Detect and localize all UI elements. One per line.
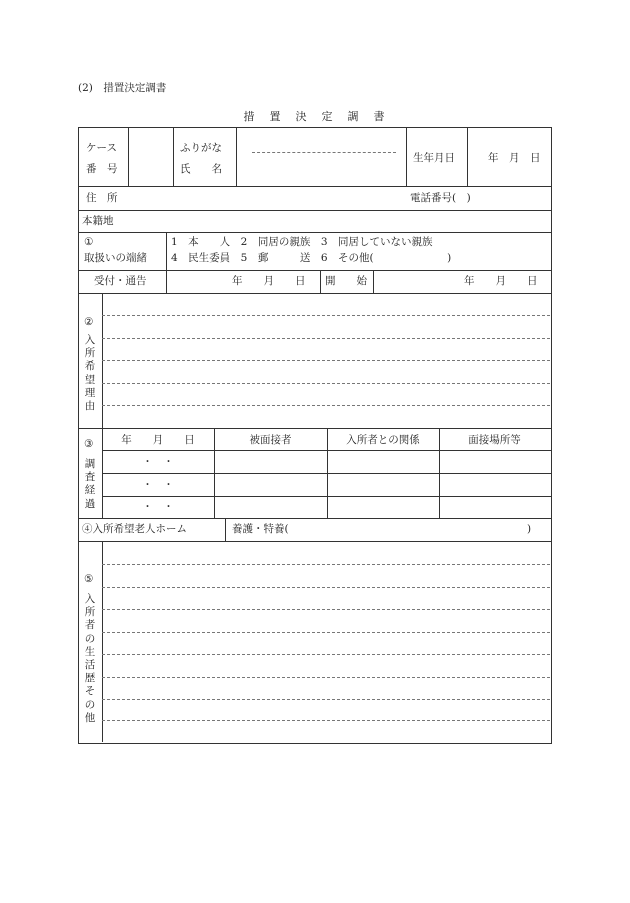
handling-options-line1: 1 本 人 2 同居の親族 3 同居していない親族 xyxy=(171,236,433,248)
life-history-number: ⑤ xyxy=(84,573,94,585)
survey-header-place: 面接場所等 xyxy=(468,434,521,446)
start-label: 開 始 xyxy=(325,275,367,287)
document-title: 措 置 決 定 調 書 xyxy=(243,110,387,123)
handling-options-line2: 4 民生委員 5 郵 送 6 その他( ) xyxy=(171,252,452,264)
handling-number: ① xyxy=(84,236,94,248)
domicile-label: 本籍地 xyxy=(82,215,114,227)
reason-label: 入所希望理由 xyxy=(84,334,96,413)
reception-date: 年 月 日 xyxy=(232,275,306,287)
case-number-label: 番 号 xyxy=(86,163,118,175)
survey-header-date: 年 月 日 xyxy=(121,434,195,446)
address-label: 住 所 xyxy=(86,192,118,204)
start-date: 年 月 日 xyxy=(464,275,538,287)
survey-row-date: ・ ・ xyxy=(142,479,174,491)
desired-home-close: ) xyxy=(527,523,532,535)
birthdate-value: 年 月 日 xyxy=(488,152,541,164)
furigana-label: ふりがな xyxy=(180,142,222,154)
birthdate-label: 生年月日 xyxy=(413,152,455,164)
survey-header-interviewee: 被面接者 xyxy=(249,434,292,446)
survey-row-date: ・ ・ xyxy=(142,456,174,468)
desired-home-label: ④入所希望老人ホーム xyxy=(82,523,187,535)
survey-header-relation: 入所者との関係 xyxy=(346,434,420,446)
phone-label: 電話番号( ) xyxy=(410,192,471,204)
handling-label: 取扱いの端緒 xyxy=(84,252,147,264)
desired-home-value: 養護・特養( xyxy=(232,523,289,535)
reception-label: 受付・通告 xyxy=(94,275,147,287)
name-label: 氏 名 xyxy=(180,163,222,175)
case-label: ケース xyxy=(86,142,117,154)
survey-label: 調査経過 xyxy=(84,458,96,510)
life-history-label: 入所者の生活歴その他 xyxy=(84,593,96,724)
survey-number: ③ xyxy=(84,438,94,450)
survey-row-date: ・ ・ xyxy=(142,501,174,513)
section-heading: (2) 措置決定調書 xyxy=(78,82,167,94)
reason-number: ② xyxy=(84,316,94,328)
